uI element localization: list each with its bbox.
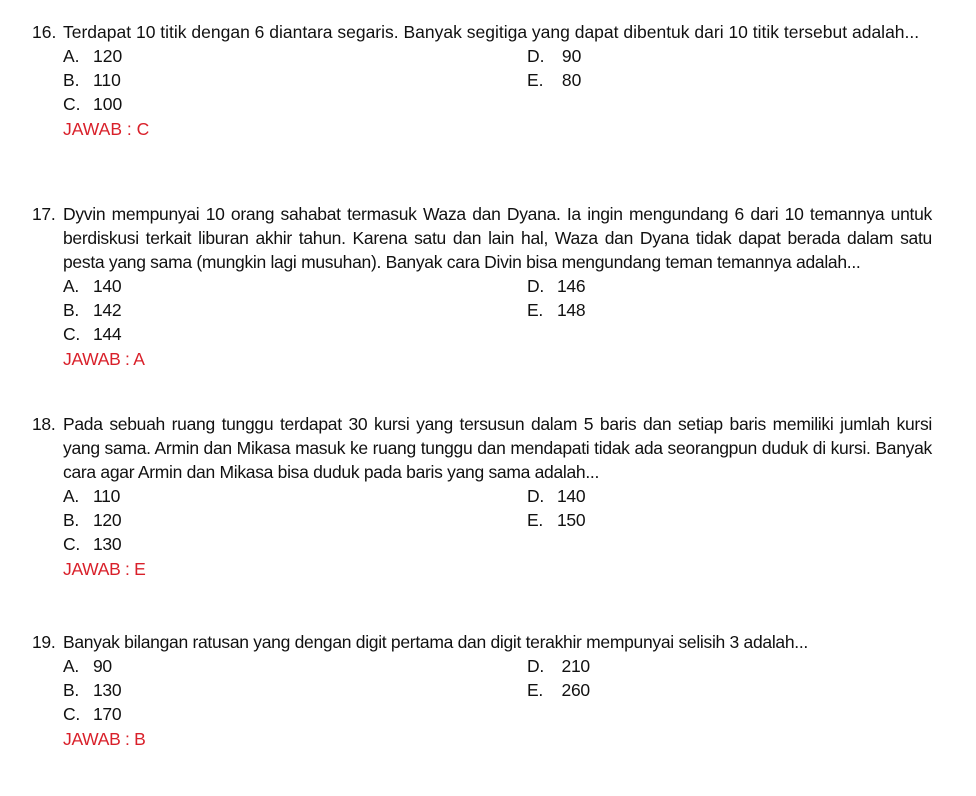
- option-b: [63, 508, 527, 532]
- option-letter: C.: [63, 324, 80, 344]
- option-letter: D.: [527, 656, 544, 676]
- option-value: 142: [93, 300, 122, 320]
- option-letter: E.: [527, 300, 543, 320]
- option-value: 120: [93, 510, 122, 530]
- answer-key: JAWAB : B: [63, 729, 146, 749]
- option-value: 110: [93, 70, 121, 90]
- option-b: [63, 68, 527, 92]
- question-number: 16.: [32, 22, 57, 42]
- option-e: [527, 508, 827, 532]
- option-letter: A.: [63, 486, 79, 506]
- question-18: [32, 412, 932, 582]
- option-letter: D.: [527, 486, 544, 506]
- option-value: 90: [557, 46, 582, 66]
- question-header: [32, 412, 932, 484]
- option-value: 120: [93, 46, 123, 66]
- question-text: Terdapat 10 titik dengan 6 diantara segaris. Banyak segitiga yang dapat dibentuk dari 10 titik tersebut adalah...: [63, 22, 920, 42]
- question-header: [32, 630, 932, 654]
- question-17: [32, 202, 932, 372]
- option-e: [527, 298, 827, 322]
- option-d: [527, 654, 827, 678]
- question-number: 18.: [32, 414, 56, 434]
- option-d: [527, 274, 827, 298]
- question-number: 19.: [32, 632, 56, 652]
- option-letter: B.: [63, 300, 79, 320]
- option-value: 100: [93, 94, 123, 114]
- question-16: [32, 20, 932, 142]
- option-letter: B.: [63, 70, 80, 90]
- question-19: [32, 630, 932, 752]
- option-letter: C.: [63, 704, 80, 724]
- option-value: 80: [557, 70, 582, 90]
- option-value: 90: [93, 656, 112, 676]
- option-letter: E.: [527, 680, 543, 700]
- option-value: 130: [93, 534, 122, 554]
- option-d: [527, 44, 827, 68]
- option-value: 150: [557, 510, 586, 530]
- option-letter: A.: [63, 276, 79, 296]
- options-list: [63, 274, 932, 346]
- option-a: [63, 44, 527, 68]
- option-c: [63, 322, 527, 346]
- options-list: [63, 484, 932, 556]
- question-number: 17.: [32, 204, 56, 224]
- option-d: [527, 484, 827, 508]
- option-e: [527, 678, 827, 702]
- answer-key: JAWAB : C: [63, 119, 150, 139]
- option-value: 140: [93, 276, 122, 296]
- option-c: [63, 532, 527, 556]
- options-list: [63, 654, 932, 726]
- question-text: Dyvin mempunyai 10 orang sahabat termasuk Waza dan Dyana. Ia ingin mengundang 6 dari 10 temannya untuk berdiskusi terkait liburan akhir tahun. Karena satu dan lain hal, Waza dan Dyana tidak dapat berada dalam satu pesta yang sama (mungkin lagi musuhan). Banyak cara Divin bisa mengundang teman temannya adalah...: [63, 204, 932, 272]
- option-letter: B.: [63, 680, 79, 700]
- option-value: 260: [557, 680, 590, 700]
- option-value: 140: [557, 486, 586, 506]
- option-value: 146: [557, 276, 586, 296]
- option-a: [63, 274, 527, 298]
- option-letter: D.: [527, 276, 544, 296]
- option-value: 210: [557, 656, 590, 676]
- option-letter: E.: [527, 70, 544, 90]
- answer-key: JAWAB : A: [63, 349, 145, 369]
- option-value: 130: [93, 680, 122, 700]
- option-c: [63, 702, 527, 726]
- question-text: Banyak bilangan ratusan yang dengan digit pertama dan digit terakhir mempunyai selisih 3 adalah...: [63, 632, 808, 652]
- option-value: 170: [93, 704, 122, 724]
- option-letter: C.: [63, 534, 80, 554]
- options-list: [63, 44, 932, 116]
- option-letter: E.: [527, 510, 543, 530]
- option-e: [527, 68, 827, 92]
- option-letter: D.: [527, 46, 545, 66]
- answer-key: JAWAB : E: [63, 559, 146, 579]
- option-letter: B.: [63, 510, 79, 530]
- option-value: 148: [557, 300, 586, 320]
- option-c: [63, 92, 527, 116]
- option-a: [63, 484, 527, 508]
- option-a: [63, 654, 527, 678]
- option-letter: C.: [63, 94, 81, 114]
- option-b: [63, 678, 527, 702]
- question-header: [32, 202, 932, 274]
- question-header: [32, 20, 932, 44]
- question-text: Pada sebuah ruang tunggu terdapat 30 kursi yang tersusun dalam 5 baris dan setiap baris memiliki jumlah kursi yang sama. Armin dan Mikasa masuk ke ruang tunggu dan mendapati tidak ada seorangpun duduk di kursi. Banyak cara agar Armin dan Mikasa bisa duduk pada baris yang sama adalah...: [63, 414, 932, 482]
- option-letter: A.: [63, 46, 80, 66]
- option-value: 144: [93, 324, 122, 344]
- option-letter: A.: [63, 656, 79, 676]
- option-value: 110: [93, 486, 120, 506]
- option-b: [63, 298, 527, 322]
